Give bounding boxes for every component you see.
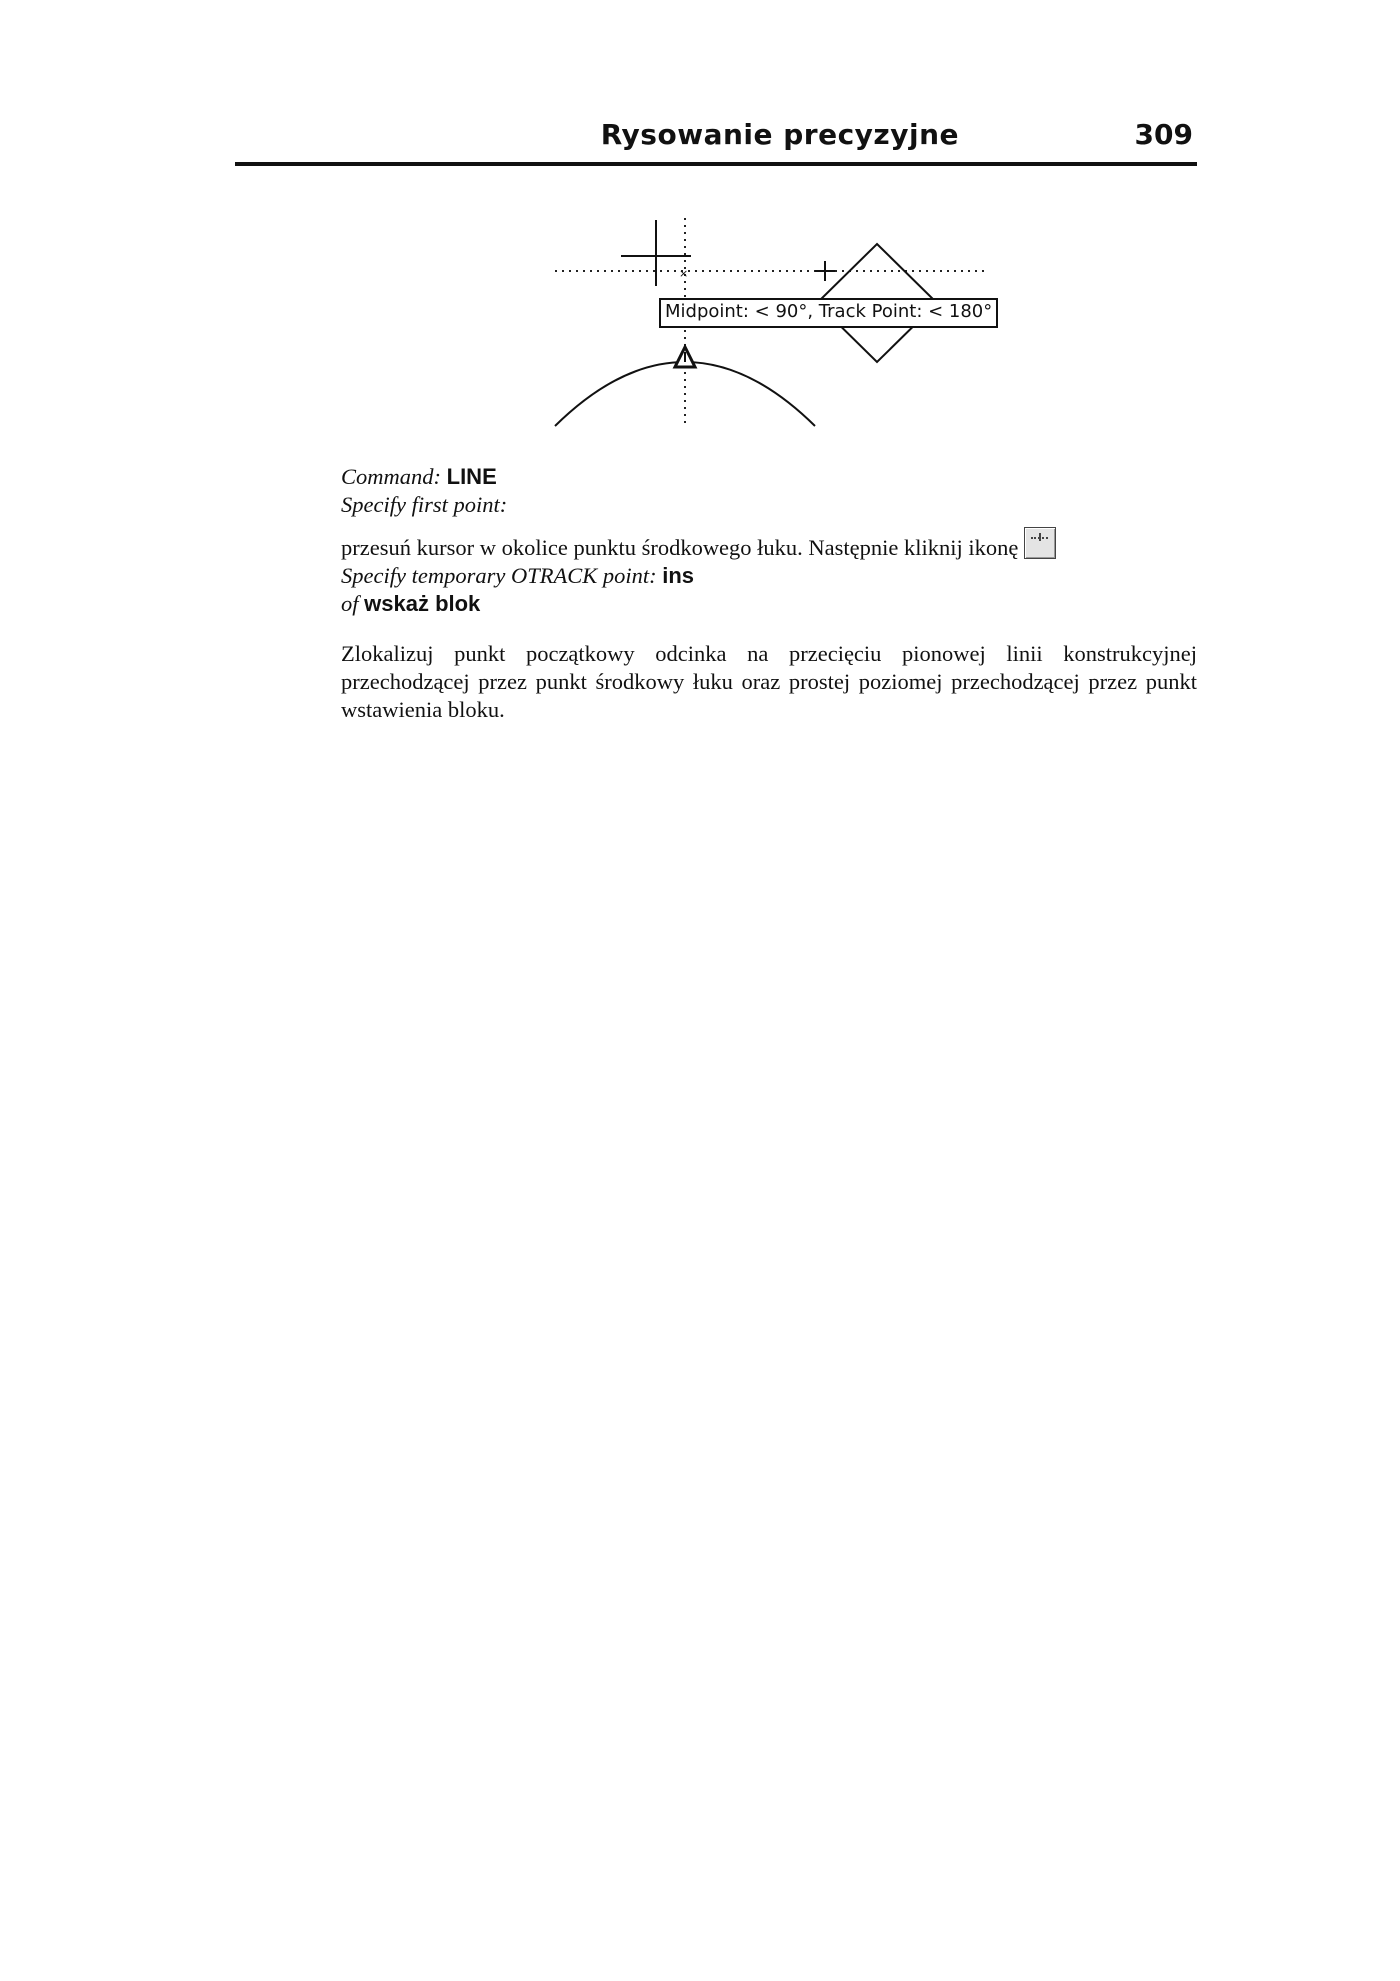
tracking-tooltip: Midpoint: < 90°, Track Point: < 180° [659,298,998,328]
running-head-title: Rysowanie precyzyjne [600,118,959,151]
temporary-tracking-point-icon [1024,527,1056,559]
page-number: 309 [1134,118,1193,151]
first-point-prompt: Specify first point: [341,492,508,517]
instruction-text: przesuń kursor w okolice punktu środkowego łuku. Następnie kliknij ikonę [341,535,1019,560]
intersection-marker: × [679,267,689,280]
otrack-prompt: Specify temporary OTRACK point: [341,563,657,588]
command-line-5 [341,590,1197,618]
command-line-2 [341,491,1197,519]
page-header [235,118,1197,166]
of-input: wskaż blok [364,591,481,616]
body-paragraph: Zlokalizuj punkt początkowy odcinka na przecięciu pionowej linii konstrukcyjnej przechodzącej przez punkt środkowy łuku oraz prostej poziomej przechodzącej przez punkt wstawienia bloku. [341,641,1197,722]
command-line-4 [341,562,1197,590]
instruction-line [341,527,1197,562]
command-input: LINE [446,464,497,489]
otrack-input: ins [662,563,695,588]
of-prompt: of [341,591,359,616]
command-prompt: Command: [341,464,441,489]
command-line-1 [341,463,1197,491]
cad-figure [545,212,1005,440]
command-sequence [341,463,1197,618]
